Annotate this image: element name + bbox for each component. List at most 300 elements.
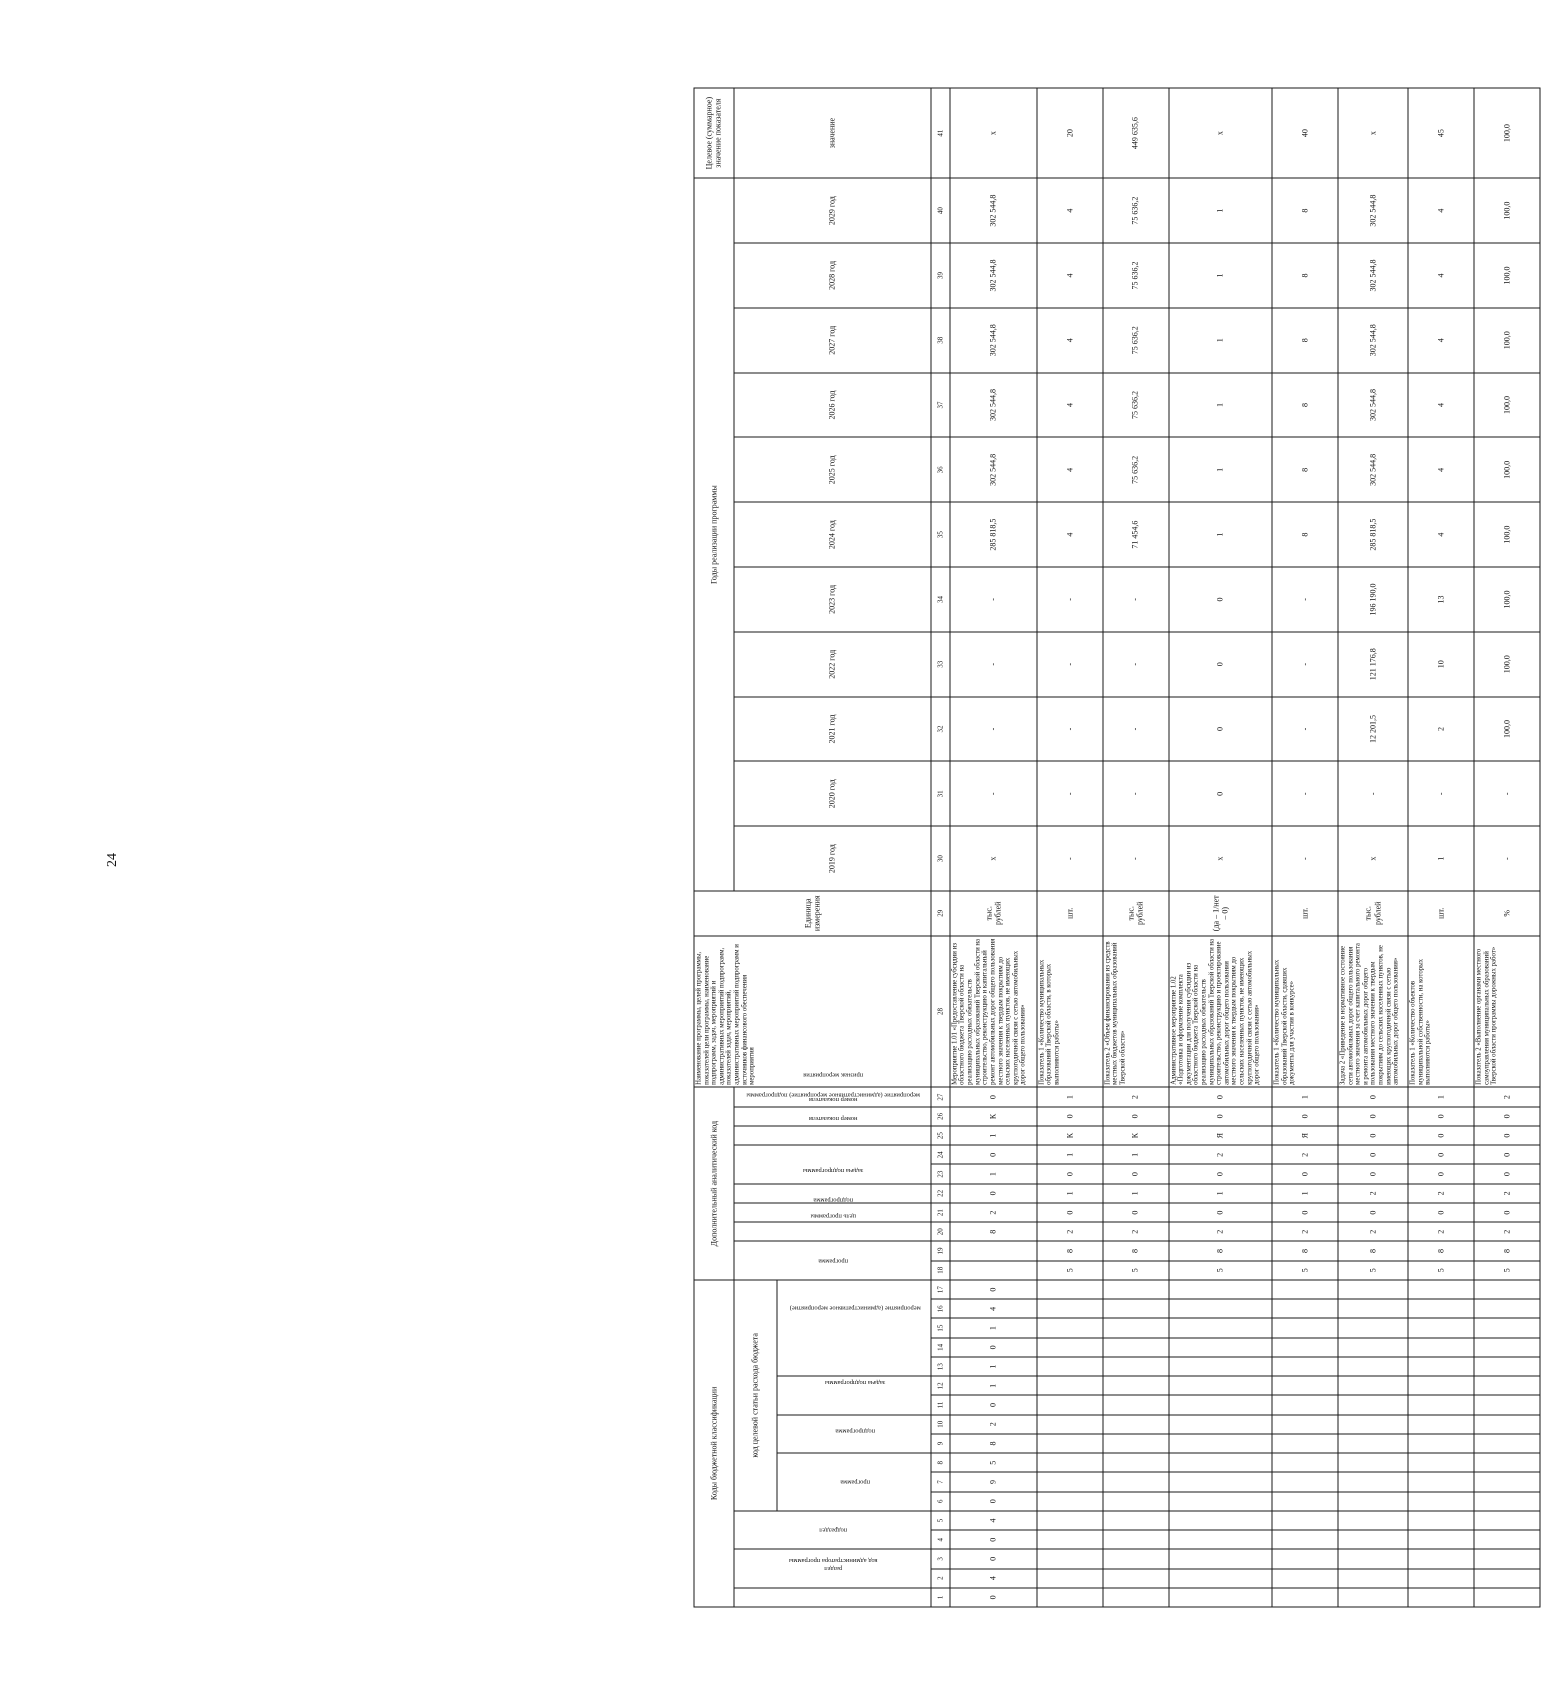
- year-value: 302 544,8: [950, 308, 1037, 373]
- row-target: 45: [1408, 88, 1474, 178]
- column-number: 18: [931, 1261, 950, 1280]
- kbk-code-cell: [1408, 1569, 1474, 1588]
- analytic-code-cell: Я: [1169, 1126, 1273, 1145]
- column-number: 30: [931, 826, 950, 891]
- kbk-code-cell: [1338, 1492, 1408, 1511]
- kbk-code-cell: [1169, 1318, 1273, 1337]
- analytic-code-cell: 0: [1338, 1087, 1408, 1106]
- kbk-code-cell: [1338, 1434, 1408, 1453]
- analytic-code-cell: 0: [1338, 1164, 1408, 1183]
- kbk-code-cell: [1169, 1357, 1273, 1376]
- header-an-sign: признак мероприятия: [734, 1087, 932, 1106]
- year-value: 75 636,2: [1103, 437, 1169, 502]
- analytic-code-cell: 5: [1169, 1261, 1273, 1280]
- kbk-code-cell: 0: [950, 1549, 1037, 1568]
- row-target: х: [1169, 88, 1273, 178]
- header-year: 2019 год: [734, 826, 932, 891]
- column-number: 39: [931, 243, 950, 308]
- analytic-code-cell: 0: [1408, 1126, 1474, 1145]
- analytic-code-cell: К: [950, 1107, 1037, 1126]
- kbk-code-cell: [1474, 1511, 1540, 1530]
- kbk-code-cell: [1408, 1299, 1474, 1318]
- row-unit: шт.: [1037, 891, 1103, 936]
- kbk-code-cell: [1338, 1395, 1408, 1414]
- header-kbk-event: мероприятие (административное мероприятие): [777, 1280, 931, 1376]
- column-number: 35: [931, 502, 950, 567]
- column-number: 16: [931, 1299, 950, 1318]
- year-value: 75 636,2: [1103, 373, 1169, 438]
- analytic-code-cell: 8: [1474, 1241, 1540, 1260]
- year-value: 100,0: [1474, 243, 1540, 308]
- year-value: -: [1103, 567, 1169, 632]
- year-value: 100,0: [1474, 373, 1540, 438]
- column-number: 10: [931, 1415, 950, 1434]
- analytic-code-cell: 0: [1474, 1145, 1540, 1164]
- analytic-code-cell: [950, 1261, 1037, 1280]
- analytic-code-cell: 0: [1338, 1145, 1408, 1164]
- analytic-code-cell: 1: [1037, 1145, 1103, 1164]
- year-value: 100,0: [1474, 308, 1540, 373]
- analytic-code-cell: 0: [1103, 1164, 1169, 1183]
- header-year: 2020 год: [734, 761, 932, 826]
- kbk-code-cell: [1474, 1530, 1540, 1549]
- analytic-code-cell: 2: [950, 1203, 1037, 1222]
- kbk-code-cell: [1037, 1453, 1103, 1472]
- year-value: -: [1037, 761, 1103, 826]
- header-name: Наименование программы, целей программы, показателей цели программы, наименование подпрограмм, задач, мероприятий и административных мероприятий подпрограмм, показателей задач, мероприятий, административных мероприятий подпрограмм и источников финансового обеспечения мероприятия: [694, 936, 931, 1088]
- year-value: 4: [1037, 373, 1103, 438]
- analytic-code-cell: 0: [1474, 1164, 1540, 1183]
- kbk-code-cell: [1037, 1434, 1103, 1453]
- analytic-code-cell: 5: [1272, 1261, 1338, 1280]
- kbk-code-cell: 0: [950, 1338, 1037, 1357]
- kbk-code-cell: [1338, 1318, 1408, 1337]
- header-kbk: Коды бюджетной классификации: [694, 1280, 734, 1607]
- column-number: 21: [931, 1203, 950, 1222]
- analytic-code-cell: 0: [1338, 1107, 1408, 1126]
- column-number: 6: [931, 1492, 950, 1511]
- kbk-code-cell: [1272, 1569, 1338, 1588]
- year-value: -: [1408, 761, 1474, 826]
- analytic-code-cell: 8: [1037, 1241, 1103, 1260]
- column-number: 27: [931, 1087, 950, 1106]
- column-number: 26: [931, 1107, 950, 1126]
- analytic-code-cell: 0: [1408, 1203, 1474, 1222]
- kbk-code-cell: [1272, 1434, 1338, 1453]
- analytic-code-cell: 0: [1169, 1164, 1273, 1183]
- year-value: 302 544,8: [1338, 437, 1408, 502]
- kbk-code-cell: [1408, 1338, 1474, 1357]
- analytic-code-cell: 2: [1408, 1222, 1474, 1241]
- year-value: -: [1272, 697, 1338, 762]
- column-number: 5: [931, 1511, 950, 1530]
- column-number: 12: [931, 1376, 950, 1395]
- year-value: -: [1103, 632, 1169, 697]
- kbk-code-cell: [1103, 1395, 1169, 1414]
- year-value: 302 544,8: [1338, 308, 1408, 373]
- analytic-code-cell: [950, 1241, 1037, 1260]
- kbk-code-cell: [1474, 1415, 1540, 1434]
- row-description: Задача 2 «Приведение в нормативное состояние сети автомобильных дорог общего пользования местного значения за счет капитального ремонта и ремонта автомобильных дорог общего пользования местного значения к твердым покрытиям до сельских населенных пунктов, не имеющих круглогодичной связи с сетью автомобильных дорог общего пользования»: [1338, 936, 1408, 1088]
- kbk-code-cell: [1272, 1492, 1338, 1511]
- analytic-code-cell: 2: [1474, 1222, 1540, 1241]
- kbk-code-cell: [1408, 1415, 1474, 1434]
- year-value: -: [1474, 826, 1540, 891]
- kbk-code-cell: [1338, 1530, 1408, 1549]
- header-kbk-admin: код администратора программы: [734, 1588, 932, 1607]
- kbk-code-cell: [1408, 1588, 1474, 1607]
- header-an-indicator-2: номер показателя: [734, 1107, 932, 1126]
- kbk-code-cell: [1408, 1530, 1474, 1549]
- row-unit: (да – 1/нет – 0): [1169, 891, 1273, 936]
- analytic-code-cell: 2: [1169, 1145, 1273, 1164]
- column-number: 31: [931, 761, 950, 826]
- kbk-code-cell: 0: [950, 1492, 1037, 1511]
- kbk-code-cell: [1169, 1453, 1273, 1472]
- kbk-code-cell: [1408, 1511, 1474, 1530]
- kbk-code-cell: [1103, 1434, 1169, 1453]
- header-an-subprogram: подпрограмма: [734, 1203, 932, 1222]
- analytic-code-cell: 1: [1272, 1087, 1338, 1106]
- analytic-code-cell: 5: [1338, 1261, 1408, 1280]
- header-kbk-podrazdel: подраздел: [734, 1511, 932, 1549]
- kbk-code-cell: [1103, 1338, 1169, 1357]
- column-number: 38: [931, 308, 950, 373]
- kbk-code-cell: [1103, 1318, 1169, 1337]
- header-target: Целевое (суммарное) значение показателя: [694, 88, 734, 178]
- year-value: 4: [1037, 437, 1103, 502]
- year-value: -: [950, 567, 1037, 632]
- column-number: 2: [931, 1569, 950, 1588]
- analytic-code-cell: 2: [1169, 1222, 1273, 1241]
- row-target: 100,0: [1474, 88, 1540, 178]
- analytic-code-cell: 2: [1338, 1222, 1408, 1241]
- analytic-code-cell: Я: [1272, 1126, 1338, 1145]
- header-kbk-razdel: раздел: [734, 1549, 932, 1587]
- row-target: 449 635,6: [1103, 88, 1169, 178]
- kbk-code-cell: [1338, 1299, 1408, 1318]
- row-description: Показатель 1 «Количество муниципальных образований Тверской области, сдавших документы для участия в конкурсе»: [1272, 936, 1338, 1088]
- kbk-code-cell: [1338, 1549, 1408, 1568]
- year-value: -: [950, 697, 1037, 762]
- column-number: 28: [931, 936, 950, 1088]
- kbk-code-cell: [1037, 1569, 1103, 1588]
- table-row: [1037, 88, 1103, 1607]
- year-value: -: [1037, 567, 1103, 632]
- kbk-code-cell: [1103, 1588, 1169, 1607]
- kbk-code-cell: [1408, 1395, 1474, 1414]
- column-number: 15: [931, 1318, 950, 1337]
- table-row: [1474, 88, 1540, 1607]
- column-number: 36: [931, 437, 950, 502]
- year-value: -: [1103, 761, 1169, 826]
- kbk-code-cell: [1408, 1472, 1474, 1491]
- analytic-code-cell: 0: [1037, 1203, 1103, 1222]
- analytic-code-cell: 8: [1408, 1241, 1474, 1260]
- year-value: -: [950, 761, 1037, 826]
- header-years: Годы реализации программы: [694, 178, 734, 891]
- header-year: 2028 год: [734, 243, 932, 308]
- year-value: 4: [1408, 178, 1474, 243]
- kbk-code-cell: [1408, 1434, 1474, 1453]
- row-description: Показатель 1 «Количество объектов муниципальной собственности, на которых выполняются работы»: [1408, 936, 1474, 1088]
- year-value: 0: [1169, 632, 1273, 697]
- kbk-code-cell: 4: [950, 1299, 1037, 1318]
- kbk-code-cell: [1408, 1318, 1474, 1337]
- header-unit: Единица измерения: [694, 891, 931, 936]
- column-number: 23: [931, 1164, 950, 1183]
- analytic-code-cell: 0: [1408, 1164, 1474, 1183]
- kbk-code-cell: [1037, 1299, 1103, 1318]
- kbk-code-cell: [1338, 1376, 1408, 1395]
- year-value: 8: [1272, 308, 1338, 373]
- analytic-code-cell: 8: [1272, 1241, 1338, 1260]
- analytic-code-cell: 0: [1272, 1203, 1338, 1222]
- analytic-code-cell: 2: [1408, 1184, 1474, 1203]
- kbk-code-cell: [1037, 1472, 1103, 1491]
- kbk-code-cell: [1272, 1299, 1338, 1318]
- analytic-code-cell: 2: [1272, 1222, 1338, 1241]
- kbk-code-cell: [1338, 1588, 1408, 1607]
- kbk-code-cell: [1037, 1280, 1103, 1299]
- header-year: 2029 год: [734, 178, 932, 243]
- year-value: -: [1037, 697, 1103, 762]
- analytic-code-cell: 8: [950, 1222, 1037, 1241]
- table-row: [1103, 88, 1169, 1607]
- year-value: 196 190,0: [1338, 567, 1408, 632]
- kbk-code-cell: [1272, 1318, 1338, 1337]
- year-value: 4: [1037, 178, 1103, 243]
- kbk-code-cell: [1408, 1280, 1474, 1299]
- header-an-program: программа: [734, 1241, 932, 1279]
- kbk-code-cell: [1169, 1434, 1273, 1453]
- column-number: 8: [931, 1453, 950, 1472]
- analytic-code-cell: 2: [1103, 1222, 1169, 1241]
- column-number: 19: [931, 1241, 950, 1260]
- row-target: х: [1338, 88, 1408, 178]
- kbk-code-cell: 5: [950, 1453, 1037, 1472]
- kbk-code-cell: [1037, 1588, 1103, 1607]
- year-value: 8: [1272, 243, 1338, 308]
- kbk-code-cell: 1: [950, 1318, 1037, 1337]
- row-description: Показатель 2 «Выполнение органами местного самоуправления муниципальных образований Тверской области программы дорожных работ»: [1474, 936, 1540, 1088]
- analytic-code-cell: 5: [1037, 1261, 1103, 1280]
- table-row: [1408, 88, 1474, 1607]
- kbk-code-cell: [1169, 1280, 1273, 1299]
- kbk-code-cell: 0: [950, 1588, 1037, 1607]
- column-number: 7: [931, 1472, 950, 1491]
- kbk-code-cell: [1103, 1549, 1169, 1568]
- column-number: 20: [931, 1222, 950, 1241]
- kbk-code-cell: [1474, 1357, 1540, 1376]
- analytic-code-cell: 1: [1037, 1087, 1103, 1106]
- kbk-code-cell: [1474, 1472, 1540, 1491]
- kbk-code-cell: [1272, 1357, 1338, 1376]
- header-kbk-program: программа: [777, 1453, 931, 1511]
- kbk-code-cell: [1408, 1453, 1474, 1472]
- kbk-code-cell: [1474, 1569, 1540, 1588]
- header-year: 2021 год: [734, 697, 932, 762]
- header-an-task: задача подпрограммы: [734, 1184, 932, 1203]
- year-value: 302 544,8: [950, 373, 1037, 438]
- kbk-code-cell: [1474, 1338, 1540, 1357]
- header-year: 2024 год: [734, 502, 932, 567]
- kbk-code-cell: [1474, 1549, 1540, 1568]
- page-number: 24: [105, 853, 120, 867]
- year-value: 10: [1408, 632, 1474, 697]
- analytic-code-cell: 0: [1103, 1203, 1169, 1222]
- row-description: Показатель 1 «Количество муниципальных образований Тверской области, в которых выполняются работы»: [1037, 936, 1103, 1088]
- analytic-code-cell: 0: [1169, 1203, 1273, 1222]
- row-unit: тыс. рублей: [1338, 891, 1408, 936]
- year-value: 4: [1408, 243, 1474, 308]
- kbk-code-cell: [1272, 1280, 1338, 1299]
- header-year: 2025 год: [734, 437, 932, 502]
- kbk-code-cell: [1169, 1415, 1273, 1434]
- kbk-code-cell: 0: [950, 1280, 1037, 1299]
- kbk-code-cell: 8: [950, 1434, 1037, 1453]
- header-an-event: мероприятие (административное мероприятие) подпрограммы: [734, 1145, 932, 1183]
- analytic-code-cell: 0: [950, 1184, 1037, 1203]
- column-number: 32: [931, 697, 950, 762]
- row-target: х: [950, 88, 1037, 178]
- kbk-code-cell: [1272, 1530, 1338, 1549]
- analytic-code-cell: 0: [1037, 1164, 1103, 1183]
- kbk-code-cell: 1: [950, 1376, 1037, 1395]
- column-number: 3: [931, 1549, 950, 1568]
- kbk-code-cell: 1: [950, 1357, 1037, 1376]
- year-value: 4: [1037, 502, 1103, 567]
- year-value: -: [1338, 761, 1408, 826]
- year-value: 1: [1169, 308, 1273, 373]
- year-value: 4: [1408, 308, 1474, 373]
- kbk-code-cell: [1338, 1280, 1408, 1299]
- column-number: 14: [931, 1338, 950, 1357]
- kbk-code-cell: [1272, 1395, 1338, 1414]
- kbk-code-cell: [1474, 1395, 1540, 1414]
- year-value: -: [1272, 567, 1338, 632]
- kbk-code-cell: [1103, 1492, 1169, 1511]
- year-value: 4: [1408, 502, 1474, 567]
- analytic-code-cell: 0: [950, 1087, 1037, 1106]
- kbk-code-cell: [1272, 1415, 1338, 1434]
- kbk-code-cell: [1338, 1453, 1408, 1472]
- year-value: х: [1338, 826, 1408, 891]
- kbk-code-cell: [1474, 1434, 1540, 1453]
- kbk-code-cell: [1169, 1569, 1273, 1588]
- year-value: 0: [1169, 761, 1273, 826]
- kbk-code-cell: [1474, 1280, 1540, 1299]
- header-year: 2027 год: [734, 308, 932, 373]
- kbk-code-cell: [1103, 1453, 1169, 1472]
- column-number: 34: [931, 567, 950, 632]
- analytic-code-cell: 0: [1474, 1107, 1540, 1126]
- kbk-code-cell: [1272, 1588, 1338, 1607]
- year-value: 75 636,2: [1103, 178, 1169, 243]
- budget-table: [694, 88, 1541, 1608]
- year-value: 2: [1408, 697, 1474, 762]
- analytic-code-cell: 1: [1103, 1184, 1169, 1203]
- kbk-code-cell: [1169, 1492, 1273, 1511]
- analytic-code-cell: 0: [1272, 1107, 1338, 1126]
- analytic-code-cell: 2: [1474, 1184, 1540, 1203]
- kbk-code-cell: [1103, 1530, 1169, 1549]
- kbk-code-cell: [1474, 1318, 1540, 1337]
- kbk-code-cell: [1474, 1453, 1540, 1472]
- year-value: 1: [1169, 502, 1273, 567]
- kbk-code-cell: [1103, 1511, 1169, 1530]
- kbk-code-cell: [1037, 1530, 1103, 1549]
- analytic-code-cell: 0: [1408, 1145, 1474, 1164]
- table-row: [950, 88, 1037, 1607]
- analytic-code-cell: 0: [1169, 1107, 1273, 1126]
- year-value: -: [1103, 826, 1169, 891]
- year-value: 100,0: [1474, 632, 1540, 697]
- year-value: 100,0: [1474, 502, 1540, 567]
- year-value: 1: [1169, 243, 1273, 308]
- column-number: 37: [931, 373, 950, 438]
- kbk-code-cell: 9: [950, 1472, 1037, 1491]
- year-value: 302 544,8: [1338, 243, 1408, 308]
- column-number: 24: [931, 1145, 950, 1164]
- kbk-code-cell: [1408, 1357, 1474, 1376]
- year-value: -: [950, 632, 1037, 697]
- year-value: 71 454,6: [1103, 502, 1169, 567]
- row-unit: тыс. рублей: [1103, 891, 1169, 936]
- kbk-code-cell: [1408, 1376, 1474, 1395]
- analytic-code-cell: 0: [1103, 1107, 1169, 1126]
- year-value: 121 176,8: [1338, 632, 1408, 697]
- table-row: [1169, 88, 1273, 1607]
- kbk-code-cell: [1338, 1569, 1408, 1588]
- year-value: -: [1272, 826, 1338, 891]
- year-value: 100,0: [1474, 697, 1540, 762]
- year-value: 302 544,8: [1338, 373, 1408, 438]
- analytic-code-cell: 2: [1272, 1145, 1338, 1164]
- year-value: 100,0: [1474, 178, 1540, 243]
- column-number: 4: [931, 1530, 950, 1549]
- year-value: 302 544,8: [950, 437, 1037, 502]
- header-analytic: Дополнительный аналитический код: [694, 1087, 734, 1279]
- kbk-code-cell: [1037, 1511, 1103, 1530]
- year-value: 1: [1169, 178, 1273, 243]
- kbk-code-cell: [1169, 1549, 1273, 1568]
- year-value: 0: [1169, 567, 1273, 632]
- analytic-code-cell: 0: [1338, 1126, 1408, 1145]
- header-year: 2022 год: [734, 632, 932, 697]
- kbk-code-cell: [1272, 1376, 1338, 1395]
- kbk-code-cell: [1037, 1492, 1103, 1511]
- year-value: 8: [1272, 373, 1338, 438]
- analytic-code-cell: 5: [1474, 1261, 1540, 1280]
- analytic-code-cell: К: [1103, 1126, 1169, 1145]
- kbk-code-cell: 2: [950, 1415, 1037, 1434]
- column-number: 25: [931, 1126, 950, 1145]
- header-target-sub: значение: [734, 88, 932, 178]
- row-description: Административное мероприятие 1.02 «Подготовка и оформление комплекта документации для получения субсидии из областного бюджета Тверской области на реализацию расходных обязательств муниципальных образований Тверской области на строительство, реконструкцию и проектирование автомобильных дорог общего пользования местного значения к твердым покрытиям до сельских населенных пунктов, не имеющих круглогодичной связи с сетью автомобильных дорог общего пользования»: [1169, 936, 1273, 1088]
- analytic-code-cell: 0: [1338, 1203, 1408, 1222]
- year-value: 12 201,5: [1338, 697, 1408, 762]
- kbk-code-cell: [1037, 1376, 1103, 1395]
- column-number: 40: [931, 178, 950, 243]
- kbk-code-cell: [1037, 1415, 1103, 1434]
- analytic-code-cell: 0: [1272, 1164, 1338, 1183]
- header-kbk-subprogram: подпрограмма: [777, 1415, 931, 1453]
- header-year: 2026 год: [734, 373, 932, 438]
- row-unit: %: [1474, 891, 1540, 936]
- year-value: 302 544,8: [950, 243, 1037, 308]
- row-unit: тыс. рублей: [950, 891, 1037, 936]
